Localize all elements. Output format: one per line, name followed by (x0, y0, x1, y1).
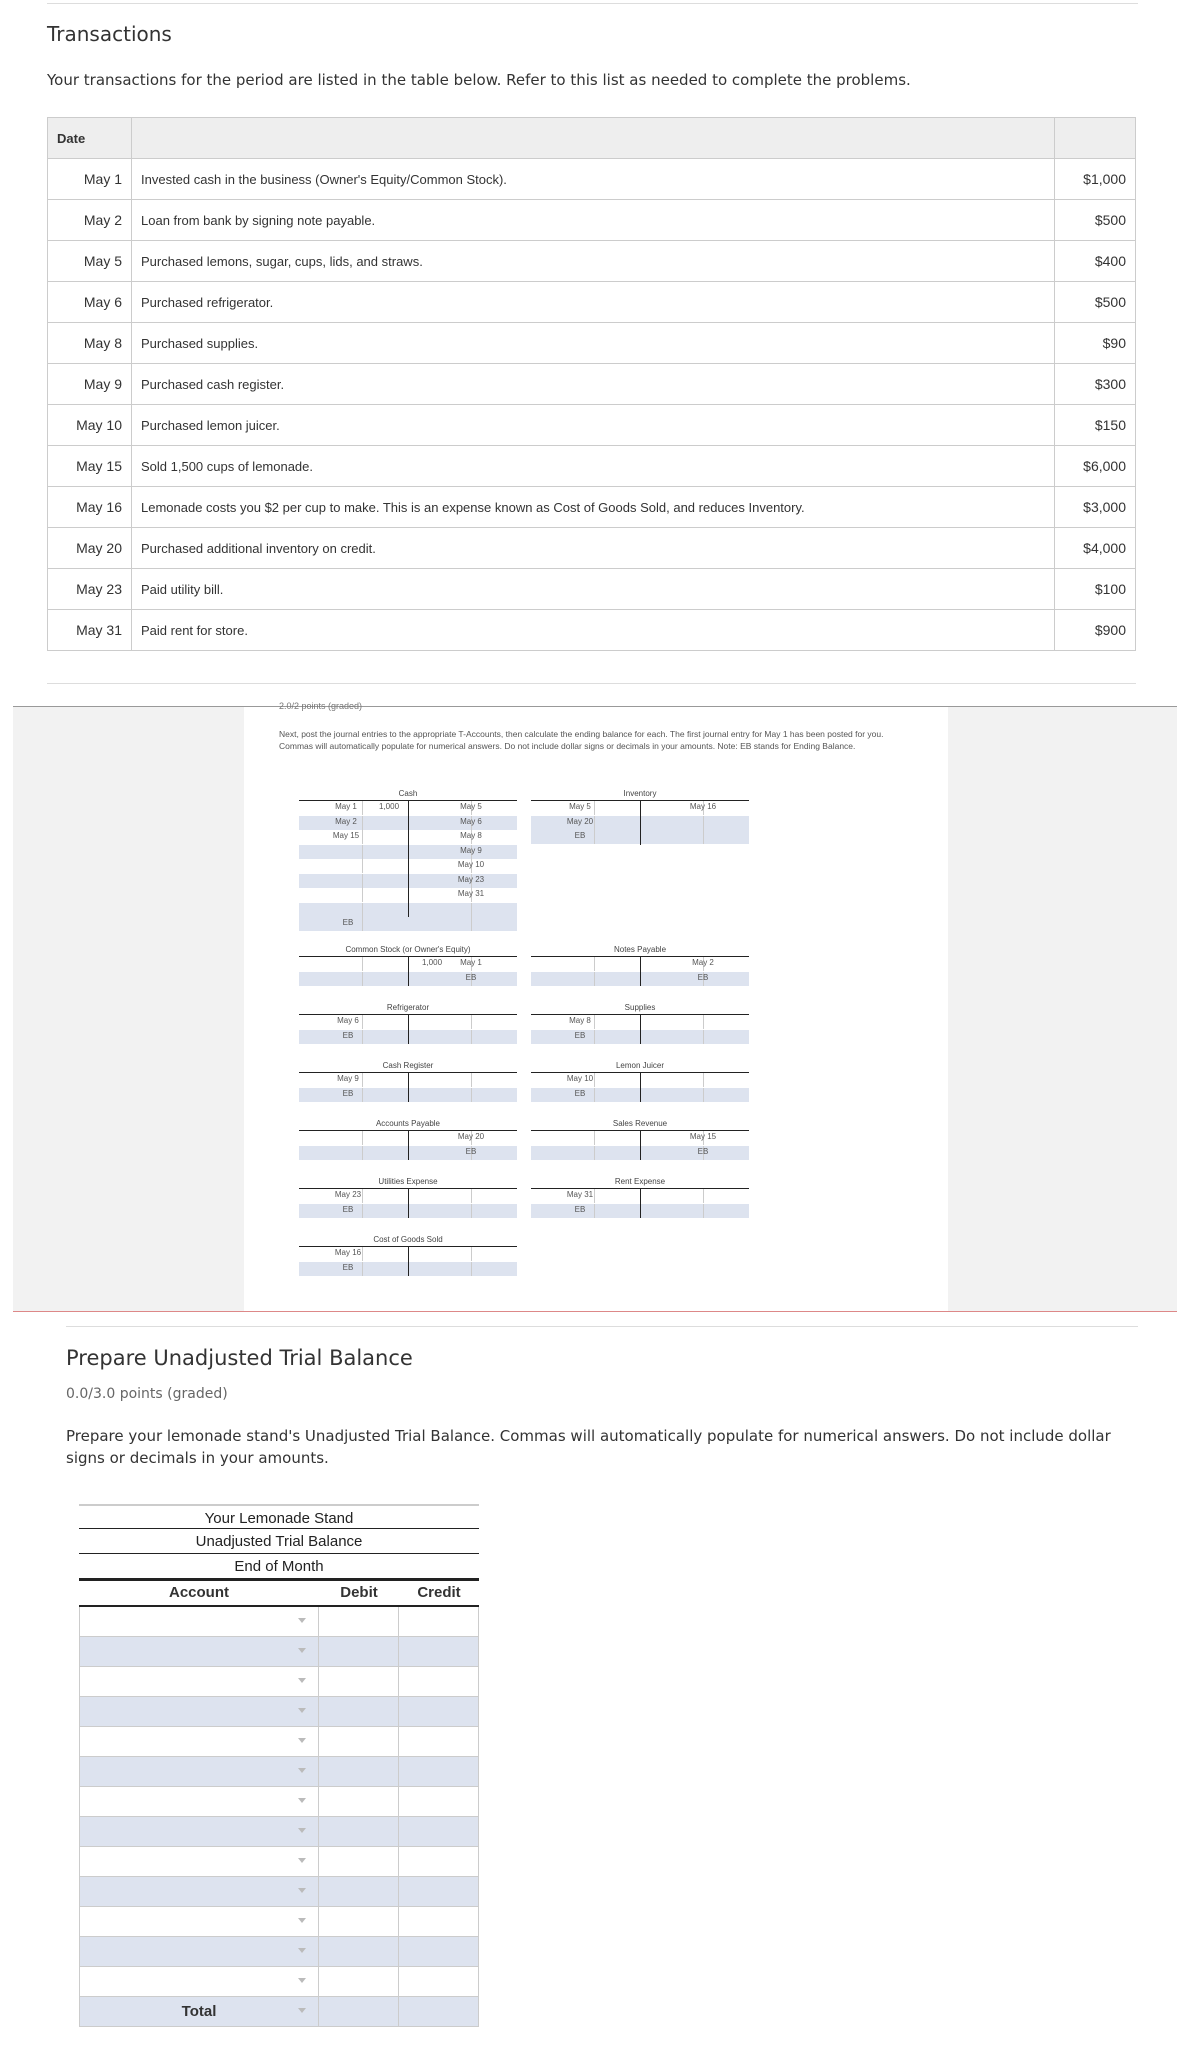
t-accounts-instructions: Next, post the journal entries to the appropriate T-Accounts, then calculate the ending balance for each. The first journal entry for May 1 has been posted for you. Commas will automatically populate for numerical answers. Do not include dollar signs or decimals in your amounts. Note: EB stands for Ending Balance. (279, 729, 884, 751)
chevron-down-icon (298, 1678, 306, 1683)
trial-balance-table (79, 1504, 479, 2027)
eb-label: EB (342, 918, 354, 927)
debit-date-label: EB (342, 1030, 354, 1040)
account-select[interactable] (79, 1607, 319, 1636)
tb-row (79, 1787, 479, 1817)
tb-row (79, 1937, 479, 1967)
row-date: May 20 (48, 528, 132, 569)
t-account-title: Sales Revenue (612, 1119, 668, 1128)
credit-date-label: EB (697, 1146, 709, 1156)
cell-divider (594, 1146, 595, 1160)
chevron-down-icon (298, 1828, 306, 1833)
row-amount: $4,000 (1055, 528, 1136, 569)
debit-date-label: May 9 (337, 1074, 359, 1083)
debit-input[interactable] (319, 1877, 399, 1906)
debit-input[interactable] (319, 1967, 399, 1996)
t-account-title: Cash Register (382, 1061, 434, 1070)
tb-row (79, 1967, 479, 1997)
debit-date-label: May 10 (566, 1074, 594, 1083)
cell-divider (362, 845, 363, 859)
t-account-divider (640, 1015, 641, 1044)
debit-date-label: May 16 (334, 1248, 362, 1257)
credit-input[interactable] (399, 1907, 479, 1936)
credit-date-label: May 8 (460, 831, 482, 840)
credit-date-label: May 5 (460, 802, 482, 811)
credit-date-label: EB (465, 1146, 477, 1156)
chevron-down-icon (298, 1918, 306, 1923)
debit-input[interactable] (319, 1607, 399, 1636)
chevron-down-icon (298, 1798, 306, 1803)
cell-divider (594, 972, 595, 986)
debit-input[interactable] (319, 1667, 399, 1696)
tb-row (79, 1667, 479, 1697)
row-description: Purchased lemons, sugar, cups, lids, and straws. (132, 241, 1055, 282)
debit-input[interactable] (319, 1757, 399, 1786)
total-label (79, 1997, 319, 2026)
row-description: Sold 1,500 cups of lemonade. (132, 446, 1055, 487)
t-account-title: Notes Payable (613, 945, 667, 954)
tb-row (79, 1877, 479, 1907)
row-description: Paid rent for store. (132, 610, 1055, 651)
row-date: May 1 (48, 159, 132, 200)
table-header-row (48, 118, 1136, 159)
t-account-divider (408, 1131, 409, 1160)
cell-divider (703, 1088, 704, 1102)
cell-divider (362, 1146, 363, 1160)
debit-input[interactable] (319, 1787, 399, 1816)
credit-date-label: EB (465, 972, 477, 982)
row-date: May 8 (48, 323, 132, 364)
total-debit-input[interactable] (319, 1997, 399, 2026)
tb-row (79, 1697, 479, 1727)
tb-row (79, 1817, 479, 1847)
account-select[interactable] (79, 1937, 319, 1966)
col-debit: Debit (340, 1584, 378, 1601)
tb-row (79, 1757, 479, 1787)
t-account-divider (640, 1131, 641, 1160)
t-account-title: Accounts Payable (375, 1119, 441, 1128)
debit-date-label: EB (574, 1030, 586, 1040)
cell-divider (362, 1131, 363, 1145)
t-account-divider (640, 1073, 641, 1102)
account-select[interactable] (79, 1847, 319, 1876)
header-description (132, 118, 1055, 159)
t-account-title: Refrigerator (386, 1003, 430, 1012)
tb-column-headers (79, 1579, 479, 1607)
cell-divider (362, 957, 363, 971)
credit-date-label: May 6 (460, 816, 482, 826)
top-divider (47, 3, 1138, 4)
debit-date-label: May 2 (335, 816, 357, 826)
cell-divider (703, 1189, 704, 1203)
debit-date-label: EB (574, 1204, 586, 1214)
row-date: May 16 (48, 487, 132, 528)
row-amount: $500 (1055, 282, 1136, 323)
tb-row (79, 1607, 479, 1637)
table-row (48, 610, 1136, 651)
chevron-down-icon (298, 1948, 306, 1953)
credit-date-label: May 9 (460, 845, 482, 855)
table-row (48, 446, 1136, 487)
row-date: May 15 (48, 446, 132, 487)
row-date: May 6 (48, 282, 132, 323)
t-account-divider (408, 1073, 409, 1102)
debit-input[interactable] (319, 1727, 399, 1756)
table-row (48, 200, 1136, 241)
debit-date-label: May 6 (337, 1016, 359, 1025)
credit-input[interactable] (399, 1787, 479, 1816)
credit-input[interactable] (399, 1937, 479, 1966)
chevron-down-icon (298, 1978, 306, 1983)
cell-divider (471, 1073, 472, 1087)
debit-date-label: May 8 (569, 1016, 591, 1025)
cell-divider (471, 1204, 472, 1218)
table-row (48, 528, 1136, 569)
total-text: Total (181, 2003, 217, 2020)
tb-row (79, 1907, 479, 1937)
t-account-divider (408, 1247, 409, 1276)
section-title-trial-balance: Prepare Unadjusted Trial Balance (66, 1346, 413, 1370)
chevron-down-icon (298, 1708, 306, 1713)
cell-divider (471, 917, 472, 931)
row-date: May 9 (48, 364, 132, 405)
cell-divider (362, 859, 363, 873)
row-description: Purchased refrigerator. (132, 282, 1055, 323)
section-title-transactions: Transactions (47, 22, 172, 46)
table-row (48, 323, 1136, 364)
cell-divider (362, 874, 363, 888)
debit-input[interactable] (319, 1637, 399, 1666)
chevron-down-icon (298, 2008, 306, 2013)
row-amount: $150 (1055, 405, 1136, 446)
col-credit: Credit (417, 1584, 461, 1601)
debit-input[interactable] (319, 1937, 399, 1966)
tb-row (79, 1637, 479, 1667)
account-select[interactable] (79, 1727, 319, 1756)
transactions-table (47, 117, 1136, 651)
t-account-title: Inventory (623, 789, 657, 798)
credit-date-label: May 1 (460, 958, 482, 967)
tb-total-row (79, 1997, 479, 2027)
row-description: Loan from bank by signing note payable. (132, 200, 1055, 241)
debit-value: 1,000 (379, 802, 400, 811)
cell-divider (362, 816, 363, 830)
t-account-divider (640, 1189, 641, 1218)
credit-date-label: May 20 (457, 1132, 485, 1141)
chevron-down-icon (298, 1738, 306, 1743)
trial-balance-instructions: Prepare your lemonade stand's Unadjusted Trial Balance. Commas will automatically populate for numerical answers. Do not include dollar signs or decimals in your amounts. (66, 1427, 1111, 1467)
chevron-down-icon (298, 1888, 306, 1893)
transactions-intro: Your transactions for the period are listed in the table below. Refer to this list as needed to complete the problems. (47, 71, 911, 89)
cell-divider (362, 903, 363, 917)
table-row (48, 405, 1136, 446)
account-select[interactable] (79, 1637, 319, 1666)
row-date: May 23 (48, 569, 132, 610)
tb-title-statement: Unadjusted Trial Balance (79, 1529, 479, 1554)
account-select[interactable] (79, 1757, 319, 1786)
table-row (48, 569, 1136, 610)
cell-divider (703, 1030, 704, 1044)
header-date: Date (48, 118, 132, 159)
input-row[interactable] (299, 917, 517, 931)
table-row (48, 241, 1136, 282)
account-select[interactable] (79, 1697, 319, 1726)
t-account-divider (640, 801, 641, 845)
chevron-down-icon (298, 1768, 306, 1773)
cell-divider (471, 1030, 472, 1044)
debit-date-label: EB (342, 1204, 354, 1214)
cell-divider (471, 1262, 472, 1276)
tb-title-company: Your Lemonade Stand (79, 1504, 479, 1529)
credit-input[interactable] (399, 1847, 479, 1876)
cell-divider (703, 1073, 704, 1087)
t-accounts-panel (244, 701, 948, 1311)
t-account-title: Supplies (624, 1003, 656, 1012)
total-credit-input[interactable] (399, 1997, 479, 2026)
debit-date-label: May 15 (332, 831, 360, 840)
credit-date-label: May 10 (457, 860, 485, 869)
debit-date-label: EB (342, 1088, 354, 1098)
credit-date-label: EB (697, 972, 709, 982)
row-amount: $400 (1055, 241, 1136, 282)
col-account: Account (169, 1584, 229, 1601)
cell-divider (594, 1131, 595, 1145)
debit-date-label: EB (574, 1088, 586, 1098)
credit-date-label: May 23 (457, 874, 485, 884)
account-select[interactable] (79, 1817, 319, 1846)
credit-input[interactable] (399, 1877, 479, 1906)
credit-input[interactable] (399, 1757, 479, 1786)
t-account-divider (408, 1015, 409, 1044)
row-description: Lemonade costs you $2 per cup to make. This is an expense known as Cost of Goods Sold, and reduces Inventory. (132, 487, 1055, 528)
debit-date-label: EB (574, 831, 586, 840)
debit-date-label: May 5 (569, 802, 591, 811)
cell-divider (362, 801, 363, 815)
t-account-title: Cost of Goods Sold (373, 1235, 443, 1244)
account-select[interactable] (79, 1667, 319, 1696)
cell-divider (471, 1247, 472, 1261)
t-account-title: Common Stock (or Owner's Equity) (345, 945, 471, 954)
t-account-divider (408, 957, 409, 986)
credit-input[interactable] (399, 1637, 479, 1666)
cell-divider (471, 1189, 472, 1203)
debit-date-label: May 20 (566, 816, 594, 826)
account-select[interactable] (79, 1967, 319, 1996)
account-select[interactable] (79, 1787, 319, 1816)
account-select[interactable] (79, 1877, 319, 1906)
cell-divider (594, 957, 595, 971)
credit-input[interactable] (399, 1967, 479, 1996)
credit-value: 1,000 (422, 958, 443, 967)
row-date: May 10 (48, 405, 132, 446)
credit-date-label: May 2 (692, 958, 714, 967)
t-account-title: Utilities Expense (378, 1177, 438, 1186)
divider (47, 683, 1136, 684)
tb-row (79, 1727, 479, 1757)
debit-input[interactable] (319, 1817, 399, 1846)
credit-date-label: May 31 (457, 889, 485, 898)
t-accounts-embedded-image (13, 701, 1177, 1312)
cell-divider (471, 903, 472, 917)
cell-divider (362, 972, 363, 986)
tb-row (79, 1847, 479, 1877)
credit-date-label: May 15 (689, 1132, 717, 1141)
header-amount (1055, 118, 1136, 159)
cell-divider (471, 1088, 472, 1102)
graded-points: 0.0/3.0 points (graded) (66, 1386, 228, 1402)
t-account-divider (640, 957, 641, 986)
chevron-down-icon (298, 1648, 306, 1653)
t-account-divider (408, 801, 409, 917)
row-description: Purchased additional inventory on credit. (132, 528, 1055, 569)
divider (66, 1326, 1138, 1327)
row-amount: $90 (1055, 323, 1136, 364)
row-description: Invested cash in the business (Owner's Equity/Common Stock). (132, 159, 1055, 200)
row-amount: $1,000 (1055, 159, 1136, 200)
cell-divider (471, 1015, 472, 1029)
credit-input[interactable] (399, 1667, 479, 1696)
row-description: Paid utility bill. (132, 569, 1055, 610)
credit-input[interactable] (399, 1697, 479, 1726)
row-description: Purchased lemon juicer. (132, 405, 1055, 446)
debit-date-label: May 1 (335, 802, 357, 811)
table-row (48, 364, 1136, 405)
row-amount: $900 (1055, 610, 1136, 651)
cell-divider (703, 816, 704, 830)
cell-divider (703, 830, 704, 844)
chevron-down-icon (298, 1858, 306, 1863)
debit-input[interactable] (319, 1847, 399, 1876)
row-description: Purchased supplies. (132, 323, 1055, 364)
table-row (48, 487, 1136, 528)
row-amount: $300 (1055, 364, 1136, 405)
row-amount: $100 (1055, 569, 1136, 610)
credit-input[interactable] (399, 1727, 479, 1756)
t-account-title: Rent Expense (614, 1177, 666, 1186)
row-amount: $3,000 (1055, 487, 1136, 528)
cell-divider (362, 830, 363, 844)
debit-date-label: May 23 (334, 1190, 362, 1199)
row-amount: $6,000 (1055, 446, 1136, 487)
row-date: May 2 (48, 200, 132, 241)
t-account-title: Lemon Juicer (615, 1061, 665, 1070)
debit-date-label: EB (342, 1262, 354, 1272)
chevron-down-icon (298, 1618, 306, 1623)
points-label: 2.0/2 points (graded) (279, 701, 363, 711)
tb-title-period: End of Month (79, 1554, 479, 1579)
row-amount: $500 (1055, 200, 1136, 241)
row-date: May 31 (48, 610, 132, 651)
t-account-divider (408, 1189, 409, 1218)
t-account-title: Cash (398, 789, 418, 798)
account-select[interactable] (79, 1907, 319, 1936)
row-date: May 5 (48, 241, 132, 282)
cell-divider (703, 1015, 704, 1029)
debit-input[interactable] (319, 1907, 399, 1936)
row-description: Purchased cash register. (132, 364, 1055, 405)
table-row (48, 159, 1136, 200)
credit-input[interactable] (399, 1817, 479, 1846)
cell-divider (362, 888, 363, 902)
debit-date-label: May 31 (566, 1190, 594, 1199)
debit-input[interactable] (319, 1697, 399, 1726)
table-row (48, 282, 1136, 323)
credit-date-label: May 16 (689, 802, 717, 811)
cell-divider (703, 1204, 704, 1218)
credit-input[interactable] (399, 1607, 479, 1636)
